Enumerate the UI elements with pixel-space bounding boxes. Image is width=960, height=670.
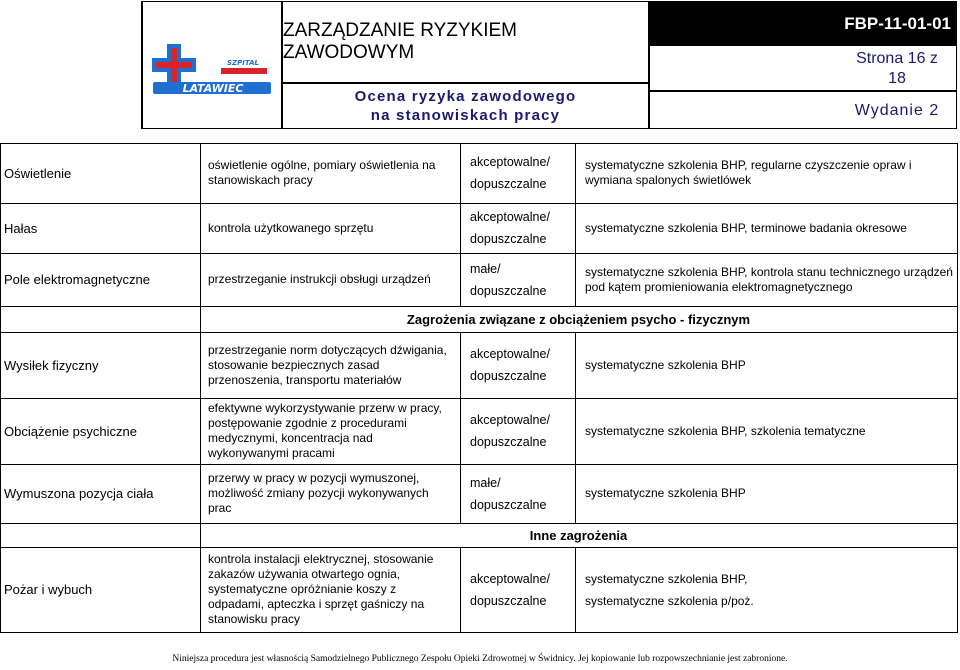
table-border bbox=[575, 143, 576, 306]
page-line2: 18 bbox=[888, 70, 906, 87]
page-line1: Strona 16 z bbox=[856, 50, 938, 67]
protective-measures: przestrzeganie norm dotyczących dźwigania, stosowanie bezpiecznych zasad przenoszenia, transportu materiałów bbox=[208, 342, 447, 387]
risk-level bbox=[460, 464, 575, 523]
risk-level-1: akceptowalne/ bbox=[470, 413, 550, 427]
table-border bbox=[575, 332, 576, 523]
hazard-name: Pole elektromagnetyczne bbox=[4, 272, 150, 287]
risk-level bbox=[460, 203, 575, 253]
risk-level-2: dopuszczalne bbox=[470, 497, 547, 512]
protective-measures: kontrola użytkowanego sprzętu bbox=[208, 220, 374, 235]
hazard-name: Wymuszona pozycja ciała bbox=[4, 486, 154, 501]
protective-measures: przestrzeganie instrukcji obsługi urządzeń bbox=[208, 272, 431, 286]
risk-level bbox=[460, 547, 575, 632]
risk-level-2: dopuszczalne bbox=[470, 177, 547, 191]
hazard-name: Wysiłek fizyczny bbox=[4, 357, 99, 373]
page-number bbox=[838, 46, 956, 92]
risk-level-1: akceptowalne/ bbox=[470, 347, 550, 361]
recommended-actions: systematyczne szkolenia BHP, szkolenia tematyczne bbox=[585, 423, 866, 438]
protective-measures: przerwy w pracy w pozycji wymuszonej, możliwość zmiany pozycji wykonywanych prac bbox=[208, 471, 429, 515]
edition-box bbox=[649, 91, 957, 129]
document-subtitle bbox=[282, 83, 649, 129]
table-border bbox=[200, 143, 201, 306]
table-border bbox=[575, 547, 576, 632]
recommended-actions: systematyczne szkolenia BHP bbox=[585, 486, 746, 500]
section-other-title: Inne zagrożenia bbox=[529, 527, 628, 543]
subtitle-line2: na stanowiskach pracy bbox=[370, 107, 561, 124]
risk-level-2: dopuszczalne bbox=[470, 232, 547, 246]
edition: Wydanie 2 bbox=[854, 102, 940, 119]
logo-text: LATAWIEC bbox=[182, 82, 244, 95]
risk-level bbox=[460, 253, 575, 306]
table-border bbox=[200, 547, 201, 632]
risk-level-1: akceptowalne/ bbox=[470, 571, 550, 586]
document-header bbox=[1, 1, 957, 129]
recommended-actions: systematyczne szkolenia BHP bbox=[585, 357, 746, 372]
table-border bbox=[0, 632, 958, 633]
hazard-name: Hałas bbox=[4, 220, 38, 236]
document-title: ZARZĄDZANIE RYZYKIEM ZAWODOWYM bbox=[282, 1, 649, 83]
risk-level bbox=[460, 332, 575, 398]
table-border bbox=[957, 143, 958, 633]
risk-level bbox=[460, 398, 575, 464]
risk-level-2: dopuszczalne bbox=[470, 435, 547, 449]
risk-level-2: dopuszczalne bbox=[470, 283, 547, 298]
protective-measures: efektywne wykorzystywanie przerw w pracy, postępowanie zgodnie z procedurami medycznymi, koncentracja nad wykonywanymi pracami bbox=[208, 401, 442, 460]
section-psycho-title: Zagrożenia związane z obciążeniem psycho - fizycznym bbox=[406, 311, 751, 327]
risk-level-1: akceptowalne/ bbox=[470, 155, 550, 169]
logo-icon bbox=[143, 2, 282, 128]
hazard-name: Pożar i wybuch bbox=[4, 582, 93, 597]
recommended-actions: systematyczne szkolenia BHP, terminowe badania okresowe bbox=[585, 220, 907, 235]
recommended-actions bbox=[585, 547, 955, 632]
action-line: systematyczne szkolenia p/poż. bbox=[585, 593, 754, 608]
risk-level-1: małe/ bbox=[470, 475, 501, 490]
hazard-name: Obciążenie psychiczne bbox=[4, 423, 137, 439]
doc-code-box bbox=[649, 1, 957, 45]
table-border bbox=[200, 332, 201, 523]
action-line: systematyczne szkolenia BHP, bbox=[585, 571, 748, 586]
recommended-actions: systematyczne szkolenia BHP, regularne czyszczenie opraw i wymiana spalonych świetlówek bbox=[585, 158, 912, 187]
risk-level bbox=[460, 143, 575, 203]
hazard-name: Oświetlenie bbox=[4, 165, 72, 181]
risk-level-2: dopuszczalne bbox=[470, 593, 547, 608]
recommended-actions: systematyczne szkolenia BHP, kontrola stanu technicznego urządzeń pod kątem promieniowania elektromagnetycznego bbox=[585, 264, 953, 294]
risk-level-1: małe/ bbox=[470, 261, 501, 276]
protective-measures: kontrola instalacji elektrycznej, stosowanie zakazów używania otwartego ognia, systematyczne opróżnianie koszy z odpadami, apteczka i sprzęt gaśniczy na stanowisku pracy bbox=[208, 552, 434, 626]
risk-level-2: dopuszczalne bbox=[470, 369, 547, 383]
svg-text:SZPITAL: SZPITAL bbox=[227, 59, 259, 67]
page-number-box bbox=[649, 45, 957, 91]
doc-code: FBP-11-01-01 bbox=[844, 14, 951, 33]
hospital-logo bbox=[141, 1, 282, 129]
subtitle-line1: Ocena ryzyka zawodowego bbox=[354, 88, 577, 105]
risk-level-1: akceptowalne/ bbox=[470, 210, 550, 224]
protective-measures: oświetlenie ogólne, pomiary oświetlenia na stanowiskach pracy bbox=[208, 158, 436, 187]
table-border bbox=[0, 143, 1, 633]
footer-note: Niniejsza procedura jest własnością Samodzielnego Publicznego Zespołu Opieki Zdrowotnej w Świdnicy. Jej kopiowanie lub rozpowszechnianie jest zabronione. bbox=[172, 654, 788, 664]
